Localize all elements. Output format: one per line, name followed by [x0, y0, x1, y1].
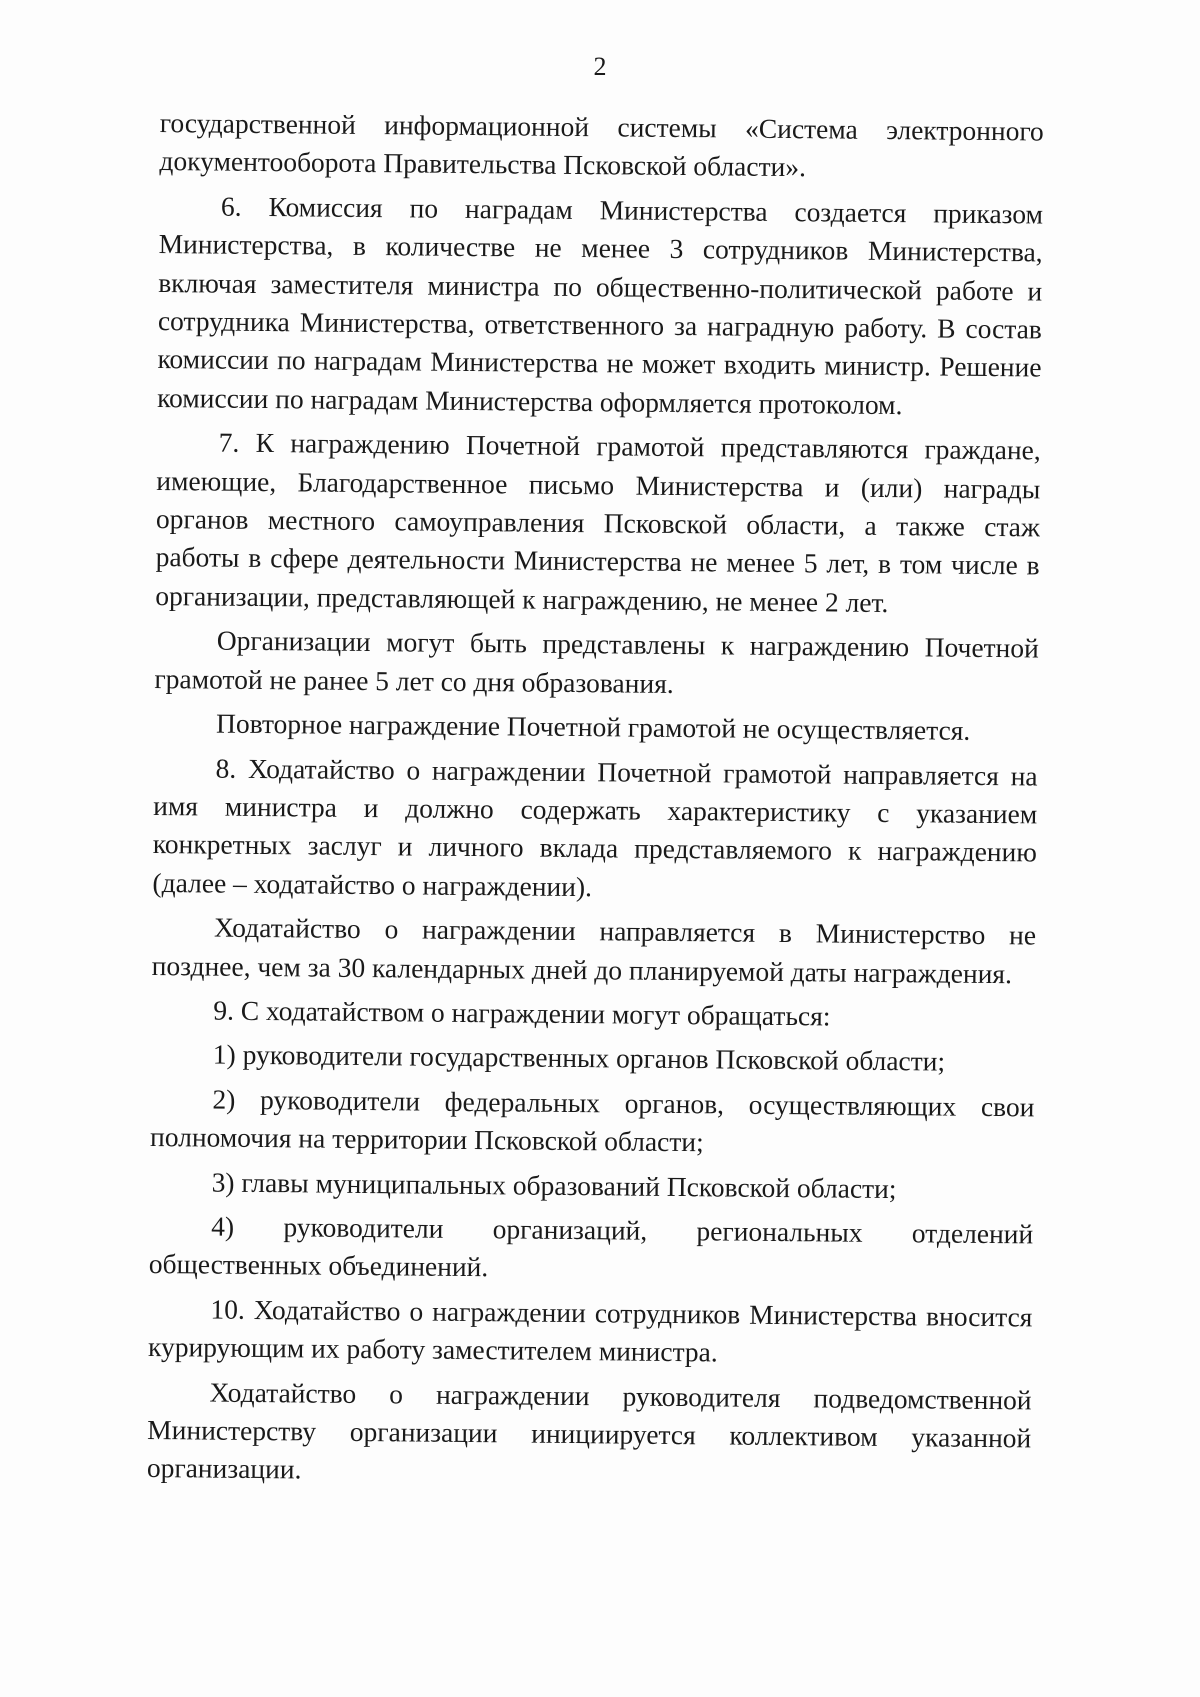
paragraph-item-6: 6. Комиссия по наградам Министерства создается приказом Министерства, в количестве не менее 3 сотрудников Министерства, включая заместителя министра по общественно-политической работе и сотрудника Министерства, ответственного за наградную работу. В состав комиссии по наградам Министерства не может входить министр. Решение комиссии по наградам Министерства оформляется протоколом.	[157, 190, 1044, 420]
paragraph-item-7: 7. К награждению Почетной грамотой представляются граждане, имеющие, Благодарственное письмо Министерства и (или) награды органов местного самоуправления Псковской области, а также стаж работы в сфере деятельности Министерства не менее 5 лет, в том числе в организации, представляющей к награждению, не менее 2 лет.	[155, 426, 1041, 618]
paragraph-item-8-deadline: Ходатайство о награждении направляется в Министерство не позднее, чем за 30 календарных дней до планируемой даты награждения.	[151, 911, 1037, 989]
paragraph-item-7-organizations: Организации могут быть представлены к награждению Почетной грамотой не ранее 5 лет со дня образования.	[154, 624, 1039, 699]
paragraph-item-7-repeat: Повторное награждение Почетной грамотой не осуществляется.	[215, 707, 971, 746]
list-item-9-1: 1) руководители государственных органов Псковской области;	[212, 1038, 946, 1077]
paragraph-item-10-head: Ходатайство о награждении руководителя подведомственной Министерству организации инициируется коллективом указанной организации.	[146, 1376, 1032, 1485]
page-number: 2	[593, 52, 607, 81]
document-body	[147, 104, 1044, 1502]
list-item-9-3: 3) главы муниципальных образований Псковской области;	[211, 1166, 897, 1204]
paragraph-item-8: 8. Ходатайство о награждении Почетной грамотой направляется на имя министра и должно содержать характеристику с указанием конкретных заслуг и личного вклада представляемого к награждению (далее – ходатайство о награждении).	[152, 752, 1038, 902]
paragraph-item-10: 10. Ходатайство о награждении сотрудников Министерства вносится курирующим их работу заместителем министра.	[147, 1293, 1033, 1368]
list-item-9-2: 2) руководители федеральных органов, осуществляющих свои полномочия на территории Псковской области;	[149, 1083, 1035, 1158]
list-item-9-4: 4) руководители организаций, региональных отделений общественных объединений.	[148, 1210, 1034, 1283]
paragraph-item-9: 9. С ходатайством о награждении могут обращаться:	[213, 994, 831, 1032]
paragraph-continuation: государственной информационной системы «Система электронного документооборота Правительства Псковской области».	[159, 106, 1044, 183]
